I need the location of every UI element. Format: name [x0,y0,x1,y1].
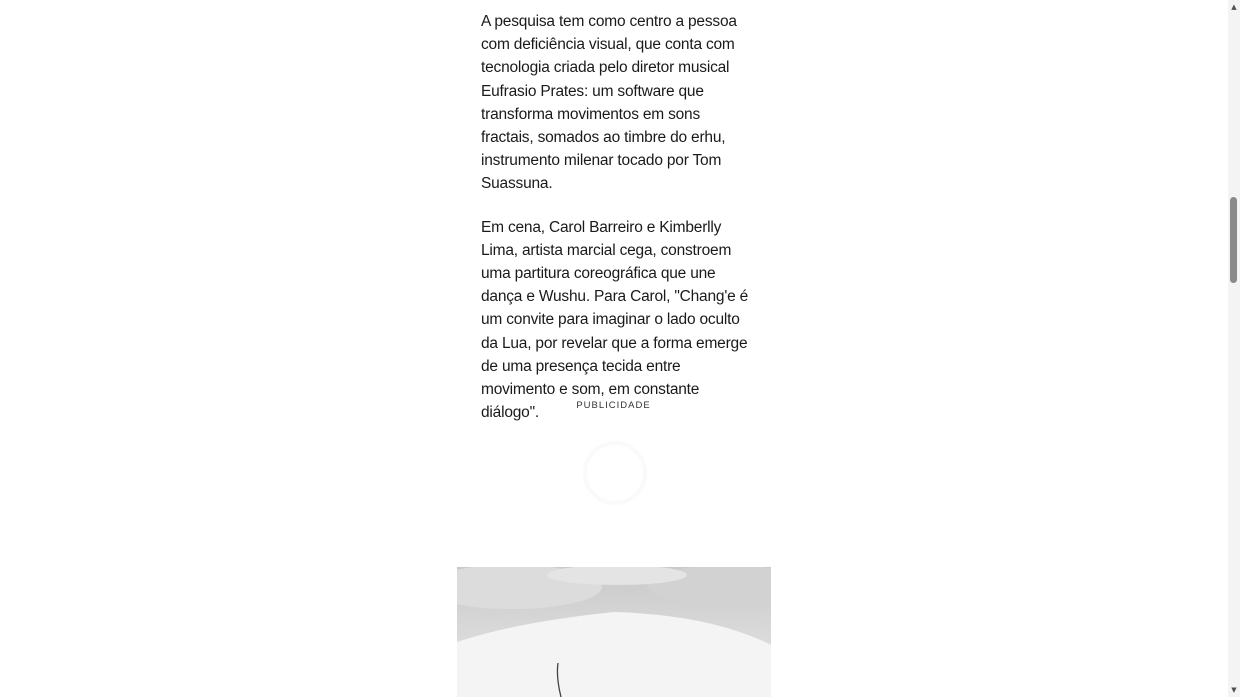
ad-label: PUBLICIDADE [576,400,651,411]
vertical-scrollbar[interactable] [1228,0,1240,697]
arrow-down-icon[interactable]: ▼ [1231,686,1237,694]
arrow-up-icon[interactable]: ▲ [1231,3,1237,11]
photo-image [457,567,771,697]
article-paragraph: Em cena, Carol Barreiro e Kimberlly Lima, artista marcial cega, constroem uma partitura coreográfica que une dança e Wushu. Para Carol, "Chang'e é um convite para imaginar o lado oculto da Lua, por revelar que a forma emerge de uma presença tecida entre movimento e som, em constante diálogo". [481,218,749,422]
scrollbar-thumb[interactable] [1230,197,1237,283]
article-photo[interactable] [457,567,771,697]
ad-placeholder-graphic [540,428,690,518]
article-paragraph: A pesquisa tem como centro a pessoa com deficiência visual, que conta com tecnologia criada pelo diretor musical Eufrasio Prates: um software que transforma movimentos em sons fractais, somados ao timbre do erhu, instrumento milenar tocado por Tom Suassuna. [481,13,737,193]
article-body [481,10,753,444]
ad-slot[interactable] [540,428,690,518]
